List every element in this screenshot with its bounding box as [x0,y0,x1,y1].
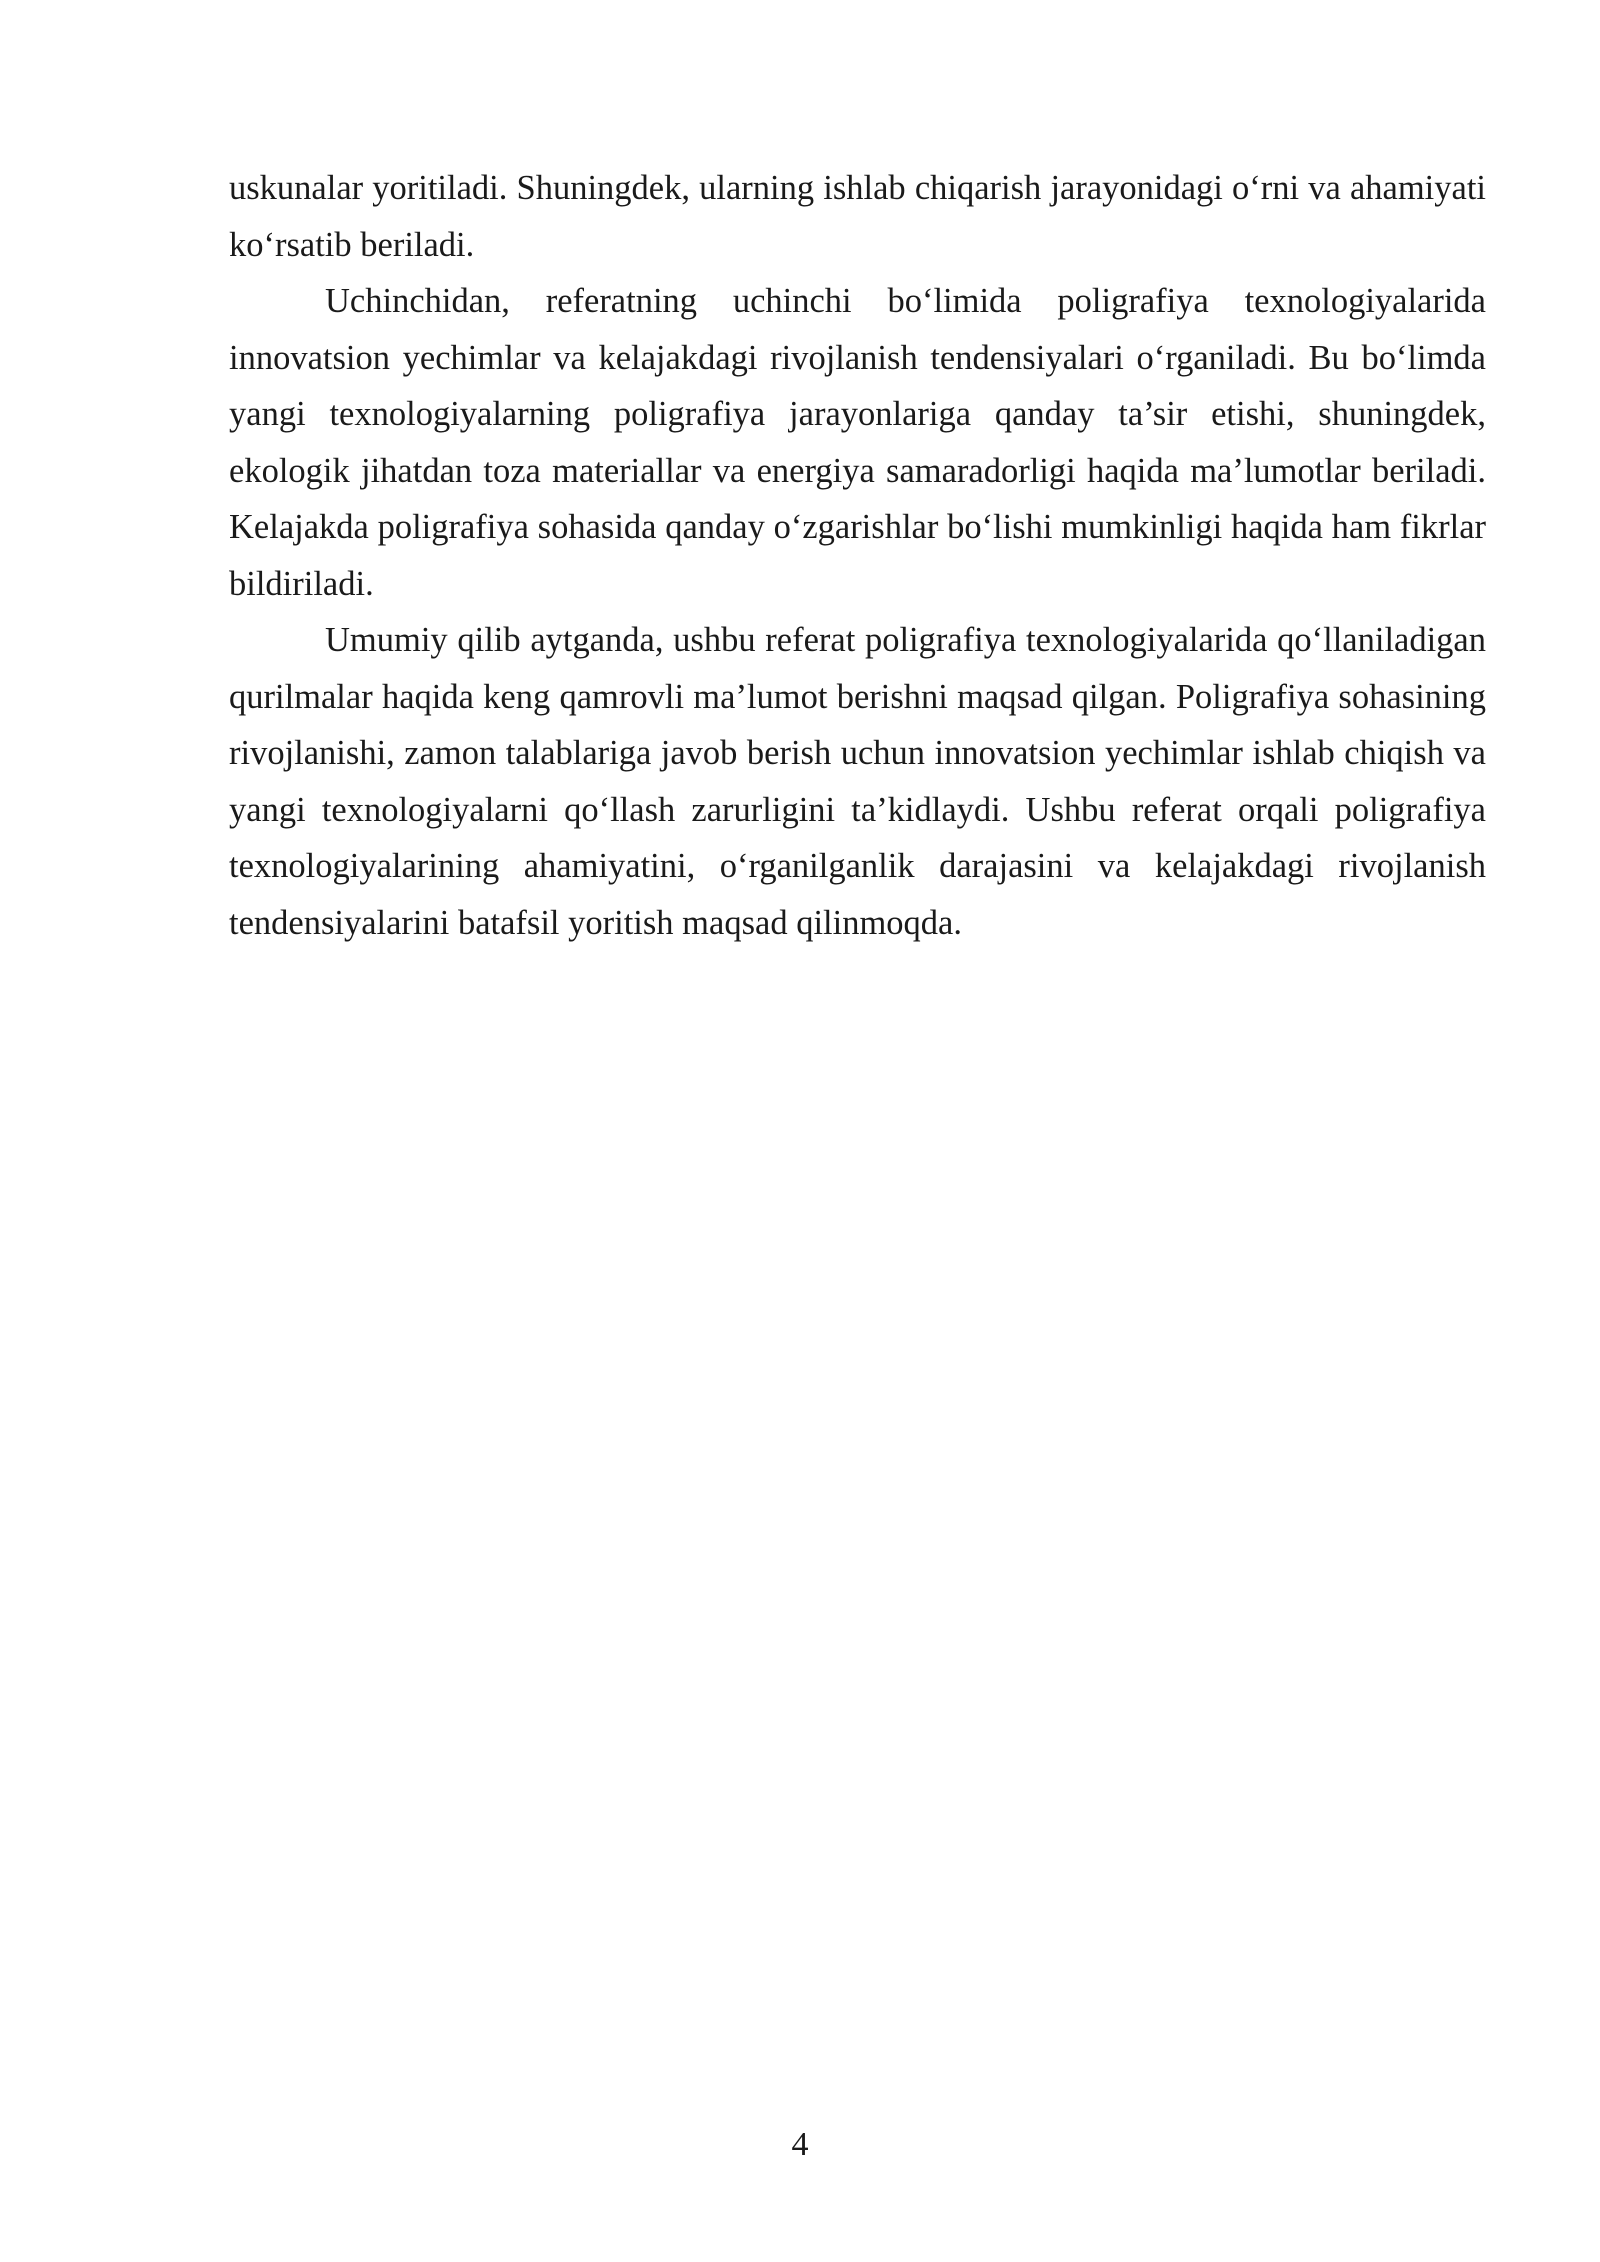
body-text [229,160,1486,951]
page-number: 4 [791,2126,809,2163]
paragraph-continuation: uskunalar yoritiladi. Shuningdek, ularning ishlab chiqarish jarayonidagi o‘rni va ahamiyati ko‘rsatib beriladi. [229,169,1486,264]
paragraph-summary: Umumiy qilib aytganda, ushbu referat poligrafiya texnologiyalarida qo‘llaniladigan qurilmalar haqida keng qamrovli ma’lumot berishni maqsad qilgan. Poligrafiya sohasining rivojlanishi, zamon talablariga javob berish uchun innovatsion yechimlar ishlab chiqish va yangi texnologiyalarni qo‘llash zarurligini ta’kidlaydi. Ushbu referat orqali poligrafiya texnologiyalarining ahamiyatini, o‘rganilganlik darajasini va kelajakdagi rivojlanish tendensiyalarini batafsil yoritish maqsad qilinmoqda. [229,621,1486,942]
paragraph-third-section: Uchinchidan, referatning uchinchi bo‘limida poligrafiya texnologiyalarida innovatsion yechimlar va kelajakdagi rivojlanish tendensiyalari o‘rganiladi. Bu bo‘limda yangi texnologiyalarning poligrafiya jarayonlariga qanday ta’sir etishi, shuningdek, ekologik jihatdan toza materiallar va energiya samaradorligi haqida ma’lumotlar beriladi. Kelajakda poligrafiya sohasida qanday o‘zgarishlar bo‘lishi mumkinligi haqida ham fikrlar bildiriladi. [229,282,1486,603]
